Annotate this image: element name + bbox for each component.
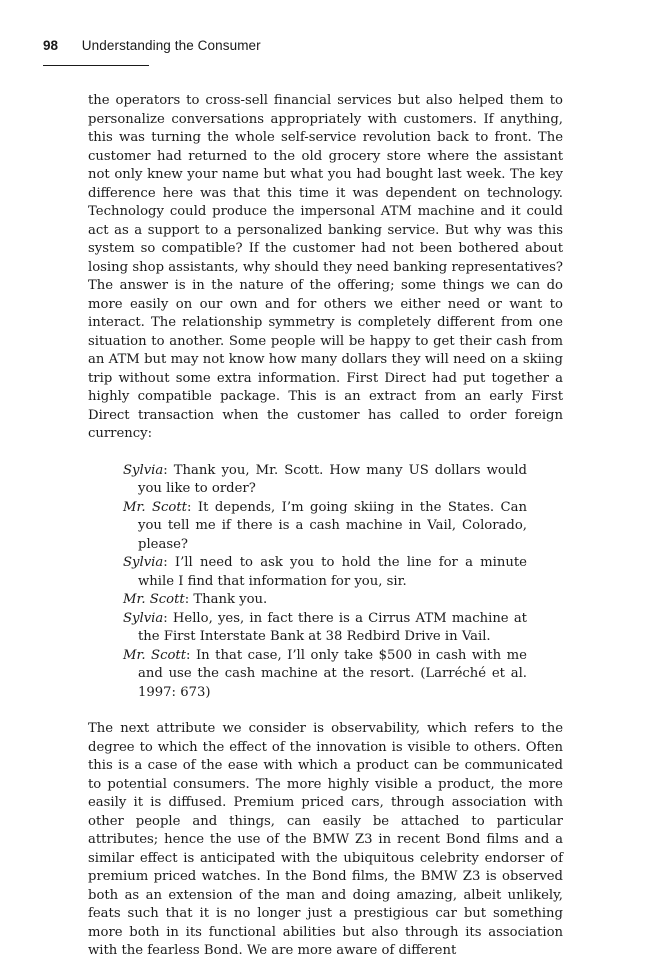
paragraph: the operators to cross-sell financial services but also helped them to personalize conversations appropriately with customers. If anything, this was turning the whole self-service revolution back to front. The customer had returned to the old grocery store where the assistant not only knew your name but what you had bought last week. The key difference here was that this time it was dependent on technology. Technology could produce the impersonal ATM machine and it could act as a support to a personalized banking service. But why was this system so compatible? If the customer had not been bothered about losing shop assistants, why should they need banking representatives? The answer is in the nature of the offering; some things we can do more easily on our own and for others we either need or want to interact. The relationship symmetry is completely different from one situation to another. Some people will be happy to get their cash from an ATM but may not know how many dollars they will need on a skiing trip without some extra information. First Direct had put together a highly compatible package. This is an extract from an early First Direct transaction when the customer has called to order foreign currency:: [88, 93, 563, 441]
running-title: Understanding the Consumer: [81, 38, 261, 53]
dialogue-line: [123, 647, 527, 703]
speaker-name: Sylvia: [123, 555, 164, 570]
dialogue-text: : Thank you.: [184, 592, 268, 607]
speaker-name: Mr. Scott: [123, 499, 187, 515]
dialogue-line: [123, 462, 527, 499]
dialogue-text: : I’ll need to ask you to hold the line for a minute while I find that information for you, sir.: [138, 555, 527, 589]
dialogue-line: [123, 499, 527, 555]
speaker-name: Sylvia: [123, 462, 164, 478]
dialogue-text: : Thank you, Mr. Scott. How many US dollars would you like to order?: [138, 462, 527, 496]
dialogue-text: : Hello, yes, in fact there is a Cirrus ATM machine at the First Interstate Bank at 38 Redbird Drive in Vail.: [138, 610, 527, 644]
speaker-name: Sylvia: [123, 610, 164, 626]
dialogue-line: [123, 591, 527, 610]
dialogue-line: [123, 610, 527, 647]
dialogue-line: [123, 554, 527, 591]
dialogue-extract: [123, 462, 527, 703]
header-rule: [43, 65, 149, 66]
body-text: [88, 92, 563, 961]
page-number: 98: [43, 38, 59, 53]
speaker-name: Mr. Scott: [123, 592, 185, 607]
speaker-name: Mr. Scott: [123, 647, 187, 663]
dialogue-text: : It depends, I’m going skiing in the States. Can you tell me if there is a cash machine in Vail, Colorado, please?: [138, 499, 527, 552]
dialogue-text: : In that case, I’ll only take $500 in cash with me and use the cash machine at the resort. (Larréché et al. 1997: 673): [138, 647, 527, 700]
running-head: [43, 38, 261, 53]
paragraph: The next attribute we consider is observability, which refers to the degree to which the effect of the innovation is visible to others. Often this is a case of the ease with which a product can be communicated to potential consumers. The more highly visible a product, the more easily it is diffused. Premium priced cars, through association with other people and things, can easily be attached to particular attributes; hence the use of the BMW Z3 in recent Bond films and a similar effect is anticipated with the ubiquitous celebrity endorser of premium priced watches. In the Bond films, the BMW Z3 is observed both as an extension of the man and doing amazing, albeit unlikely, feats such that it is no longer just a prestigious car but something more both in its functional abilities but also through its association with the fearless Bond. We are more aware of different: [88, 721, 563, 958]
